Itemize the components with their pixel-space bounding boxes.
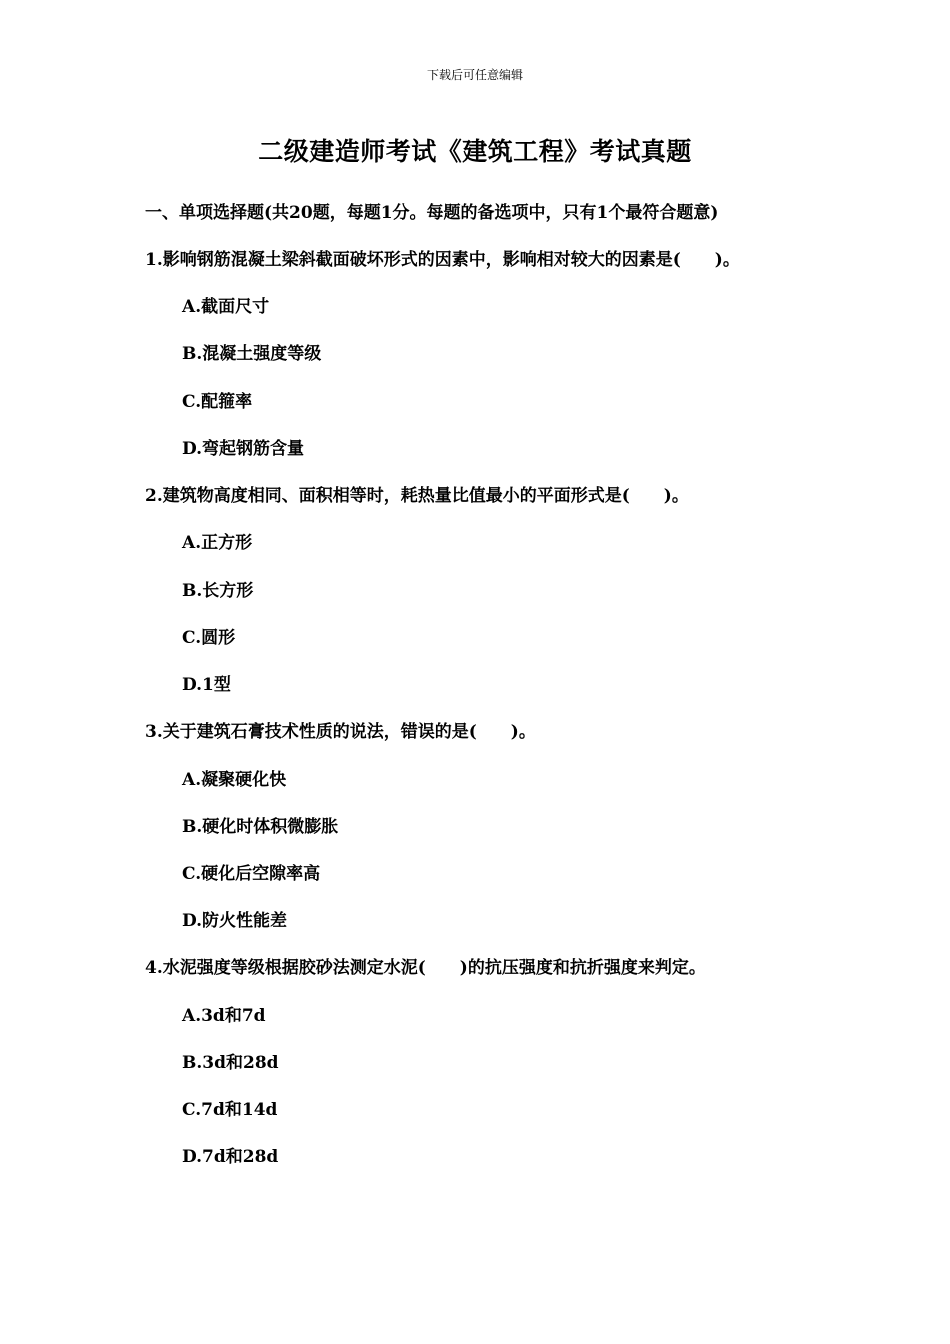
question-4-option-b: B.3d和28d [182,1053,279,1073]
document-title: 二级建造师考试《建筑工程》考试真题 [258,137,692,166]
question-2-option-c: C.圆形 [182,628,236,648]
question-2-option-a: A.正方形 [182,533,253,553]
header-note: 下载后可任意编辑 [426,68,523,82]
question-4-option-c: C.7d和14d [182,1100,278,1120]
question-1-option-d: D.弯起钢筋含量 [182,439,305,459]
section-heading: 一、单项选择题(共20题，每题1分。每题的备选项中，只有1个最符合题意) [145,203,719,223]
question-2: 2.建筑物高度相同、面积相等时，耗热量比值最小的平面形式是( )。 [145,486,689,506]
question-4-option-a: A.3d和7d [182,1006,266,1026]
question-3-option-b: B.硬化时体积微膨胀 [182,817,339,837]
question-2-option-b: B.长方形 [182,581,254,601]
question-4: 4.水泥强度等级根据胶砂法测定水泥( )的抗压强度和抗折强度来判定。 [145,958,706,978]
question-3: 3.关于建筑石膏技术性质的说法，错误的是( )。 [145,722,536,742]
question-3-option-d: D.防火性能差 [182,911,288,931]
question-3-option-c: C.硬化后空隙率高 [182,864,321,884]
question-4-option-d: D.7d和28d [182,1147,279,1167]
question-1-option-a: A.截面尺寸 [182,297,270,317]
question-1-option-b: B.混凝土强度等级 [182,344,322,364]
question-1-option-c: C.配箍率 [182,392,253,412]
question-1: 1.影响钢筋混凝土梁斜截面破坏形式的因素中，影响相对较大的因素是( )。 [145,250,740,270]
question-2-option-d: D.1型 [182,675,231,695]
question-3-option-a: A.凝聚硬化快 [182,770,287,790]
